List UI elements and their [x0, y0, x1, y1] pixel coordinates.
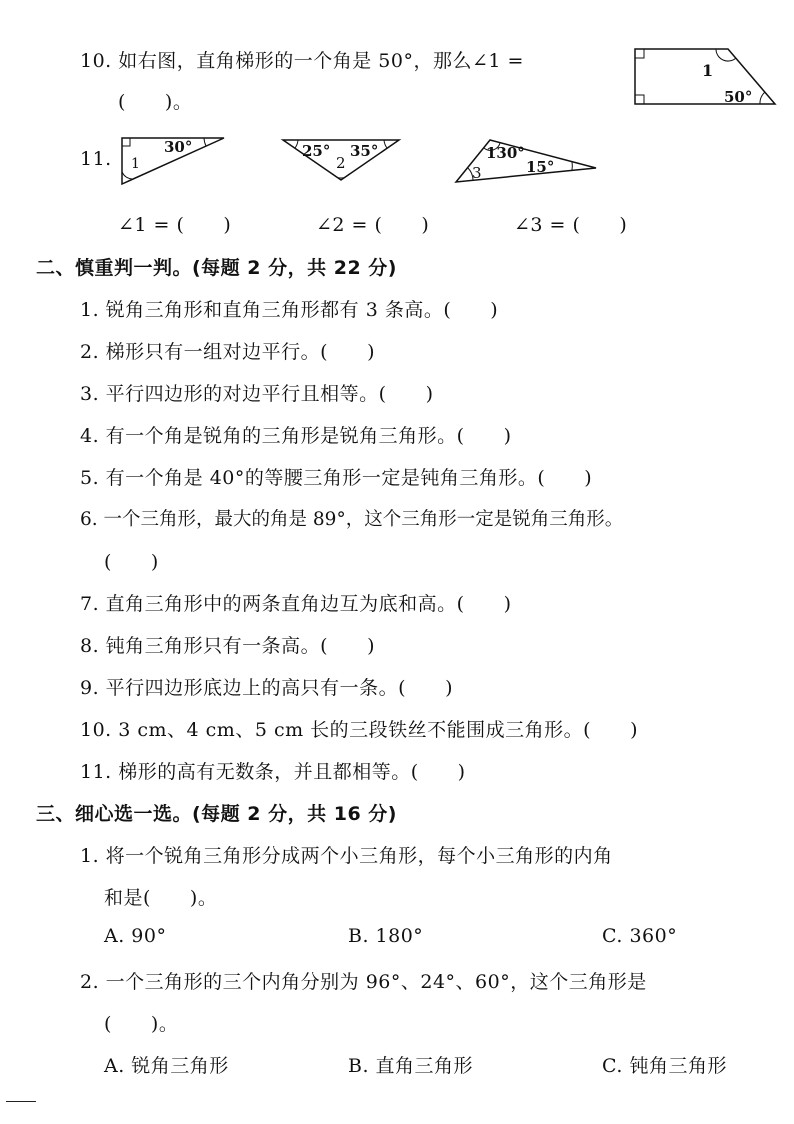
- page-bottom-rule: [6, 1101, 36, 1102]
- triangle-3-figure: [452, 134, 600, 186]
- choice-q2-text: 2. 一个三角形的三个内角分别为 96°、24°、60°，这个三角形是: [80, 971, 647, 993]
- q10-text: 10. 如右图，直角梯形的一个角是 50°，那么∠1 =: [80, 50, 524, 72]
- triangle-2-arc-2: [333, 174, 349, 178]
- choice-q1-option-b: B. 180°: [348, 925, 424, 947]
- triangle-3-label-15: 15°: [526, 158, 555, 176]
- choice-q1-option-c: C. 360°: [602, 925, 678, 947]
- judge-item-8: 8. 钝角三角形只有一条高。( ): [80, 635, 375, 657]
- q11-answer-3: ∠3 = ( ): [514, 214, 628, 236]
- judge-item-6-answer: ( ): [104, 551, 159, 573]
- triangle-1-arc-1: [122, 172, 132, 179]
- trapezoid-figure: [632, 46, 780, 108]
- judge-item-7: 7. 直角三角形中的两条直角边互为底和高。( ): [80, 593, 512, 615]
- section-2-title: 二、慎重判一判。(每题 2 分，共 22 分): [36, 257, 397, 279]
- triangle-3-label-3: 3: [472, 164, 482, 182]
- triangle-2-label-35: 35°: [350, 142, 379, 160]
- trapezoid-label-50: 50°: [724, 88, 753, 106]
- triangle-1-figure: [118, 132, 228, 188]
- q11-number: 11.: [80, 148, 112, 170]
- right-angle-mark-top: [635, 49, 644, 58]
- right-angle-mark-bottom: [635, 95, 644, 104]
- judge-item-1: 1. 锐角三角形和直角三角形都有 3 条高。( ): [80, 299, 499, 321]
- trapezoid-label-1: 1: [702, 61, 714, 80]
- judge-item-3: 3. 平行四边形的对边平行且相等。( ): [80, 383, 434, 405]
- choice-q2-text-cont: ( )。: [104, 1013, 179, 1035]
- judge-item-10: 10. 3 cm、4 cm、5 cm 长的三段铁丝不能围成三角形。( ): [80, 719, 638, 741]
- choice-q2-option-b: B. 直角三角形: [348, 1055, 474, 1077]
- triangle-2-arc-35: [384, 140, 387, 148]
- choice-q1-text-cont: 和是( )。: [104, 887, 218, 909]
- triangle-2-arc-25: [295, 140, 298, 148]
- triangle-1-label-1: 1: [131, 156, 140, 172]
- angle50-arc: [760, 92, 765, 104]
- choice-q1-text: 1. 将一个锐角三角形分成两个小三角形，每个小三角形的内角: [80, 845, 613, 867]
- judge-item-6: 6. 一个三角形，最大的角是 89°，这个三角形一定是锐角三角形。: [80, 509, 624, 530]
- choice-q2-option-a: A. 锐角三角形: [104, 1055, 229, 1077]
- triangle-3-label-130: 130°: [486, 144, 525, 162]
- q11-answer-1: ∠1 = ( ): [118, 214, 232, 236]
- q11-answer-2: ∠2 = ( ): [316, 214, 430, 236]
- triangle-2-label-2: 2: [336, 154, 346, 172]
- triangle-2-figure: [280, 136, 404, 186]
- judge-item-9: 9. 平行四边形底边上的高只有一条。( ): [80, 677, 453, 699]
- triangle-2-label-25: 25°: [302, 142, 331, 160]
- triangle-1-label-30: 30°: [164, 138, 193, 156]
- choice-q1-option-a: A. 90°: [104, 925, 167, 947]
- judge-item-11: 11. 梯形的高有无数条，并且都相等。( ): [80, 761, 466, 783]
- judge-item-2: 2. 梯形只有一组对边平行。( ): [80, 341, 375, 363]
- q10-answer: ( )。: [118, 91, 193, 113]
- triangle-1-arc-30: [204, 138, 206, 146]
- judge-item-5: 5. 有一个角是 40°的等腰三角形一定是钝角三角形。( ): [80, 467, 593, 489]
- judge-item-4: 4. 有一个角是锐角的三角形是锐角三角形。( ): [80, 425, 512, 447]
- choice-q2-option-c: C. 钝角三角形: [602, 1055, 727, 1077]
- section-3-title: 三、细心选一选。(每题 2 分，共 16 分): [36, 803, 397, 825]
- triangle-1-right-angle: [122, 138, 130, 146]
